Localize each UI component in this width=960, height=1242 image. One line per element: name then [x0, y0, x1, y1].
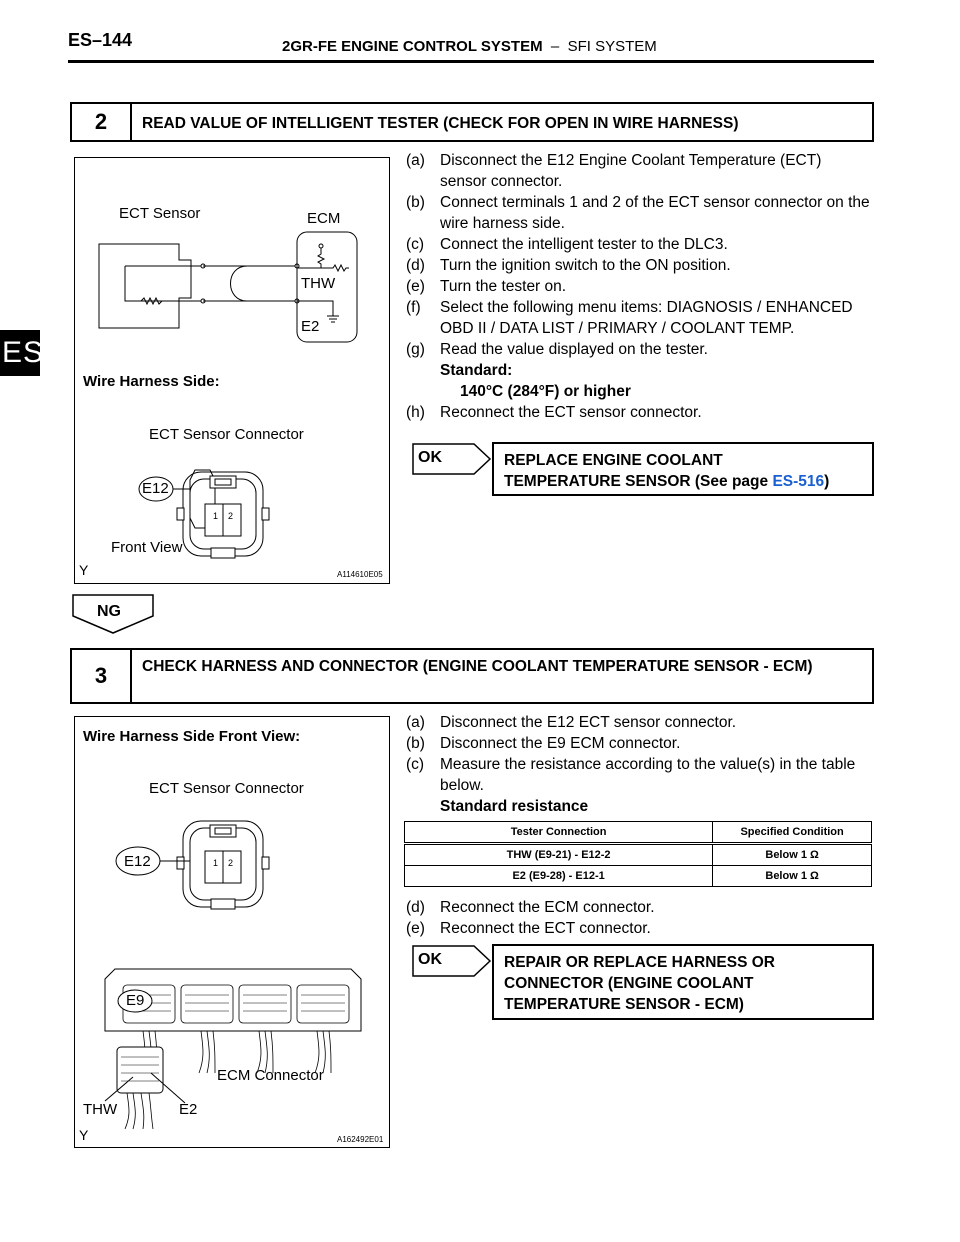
connector-code: E12	[124, 853, 151, 870]
figure-id: A162492E01	[337, 1135, 384, 1144]
ng-label: NG	[97, 603, 121, 620]
instruction-b: (b) Connect terminals 1 and 2 of the ECT sensor connector on the wire harness side.	[406, 194, 870, 232]
section-tab[interactable]	[0, 330, 45, 376]
wire-harness-side-label: Wire Harness Side:	[83, 373, 220, 390]
spec-table	[404, 821, 872, 887]
instruction-f: (f) Select the following menu items: DIAGNOSIS / ENHANCED OBD II / DATA LIST / PRIMARY / COOLANT TEMP.	[406, 299, 853, 337]
page-number: ES–144	[68, 30, 133, 50]
instruction-a: (a) Disconnect the E12 ECT sensor connector.	[406, 714, 737, 731]
pin-1: 1	[213, 858, 219, 868]
step-3-title: CHECK HARNESS AND CONNECTOR (ENGINE COOLANT TEMPERATURE SENSOR - ECM)	[142, 658, 813, 675]
standard-block: Standard:	[440, 362, 513, 379]
figure-id: A114610E05	[337, 570, 383, 579]
y-mark: Y	[79, 562, 89, 578]
ecm-label: ECM	[307, 210, 341, 227]
figure-harness-connectors	[74, 716, 390, 1148]
step-2-instructions	[406, 150, 872, 423]
instruction-e: (e) Reconnect the ECT connector.	[406, 920, 651, 937]
table-header-cell: Tester Connection	[405, 822, 713, 844]
table-row	[405, 866, 872, 887]
header-rule	[68, 60, 874, 63]
figure-title: Wire Harness Side Front View:	[83, 728, 301, 745]
step-3-header	[70, 648, 874, 704]
instruction-b: (b) Disconnect the E9 ECM connector.	[406, 735, 681, 752]
pin-1: 1	[213, 511, 219, 521]
step-3-instructions	[406, 712, 872, 817]
header-title	[282, 38, 657, 55]
ecm-connector-label: ECM Connector	[217, 1067, 324, 1084]
connector-label: ECT Sensor Connector	[149, 780, 304, 797]
table-header-cell: Specified Condition	[713, 822, 872, 844]
ok-result-step-3	[492, 944, 874, 1020]
instruction-g: (g) Read the value displayed on the tester.	[406, 341, 708, 358]
ok-label-step-3: OK	[418, 951, 442, 968]
ok-result-line-2: TEMPERATURE SENSOR (See page ES-516)	[504, 473, 830, 490]
instruction-h: (h) Reconnect the ECT sensor connector.	[406, 404, 702, 421]
standard-value: 140°C (284°F) or higher	[460, 383, 631, 400]
ok-result-step-2	[492, 442, 874, 496]
header-title-bold: 2GR-FE ENGINE CONTROL SYSTEM	[282, 38, 543, 55]
connector-label: ECT Sensor Connector	[149, 426, 304, 443]
thw-label: THW	[301, 275, 336, 292]
y-mark: Y	[79, 1127, 89, 1143]
pin-2: 2	[228, 511, 234, 521]
instruction-d: (d) Turn the ignition switch to the ON position.	[406, 257, 731, 274]
table-cell: E2 (E9-28) - E12-1	[405, 866, 713, 887]
ok-result-text: REPAIR OR REPLACE HARNESS OR CONNECTOR (ENGINE COOLANT TEMPERATURE SENSOR - ECM)	[504, 954, 775, 1013]
ok-label-step-2: OK	[418, 449, 442, 466]
step-2-header	[70, 102, 874, 142]
step-3-number: 3	[72, 650, 132, 702]
instruction-e: (e) Turn the tester on.	[406, 278, 567, 295]
ect-sensor-label: ECT Sensor	[119, 205, 201, 222]
e2-label: E2	[301, 318, 320, 335]
instruction-c: (c) Measure the resistance according to the value(s) in the table below.	[406, 756, 856, 794]
standard-resistance-label: Standard resistance	[440, 798, 589, 815]
instruction-d: (d) Reconnect the ECM connector.	[406, 899, 655, 916]
instruction-a: (a) Disconnect the E12 Engine Coolant Temperature (ECT) sensor connector.	[406, 152, 822, 190]
table-header-row	[405, 822, 872, 844]
front-view-label: Front View	[111, 539, 183, 556]
ok-result-line-1: REPLACE ENGINE COOLANT	[504, 452, 723, 469]
step-2-title: READ VALUE OF INTELLIGENT TESTER (CHECK FOR OPEN IN WIRE HARNESS)	[142, 115, 739, 132]
connector-code: E12	[142, 480, 169, 497]
table-cell: THW (E9-21) - E12-2	[405, 844, 713, 866]
step-2-number: 2	[72, 104, 132, 140]
figure-ect-circuit	[74, 157, 390, 584]
ecm-connector-code: E9	[126, 992, 145, 1009]
page-link-es-516[interactable]: ES-516	[772, 473, 825, 490]
instruction-c: (c) Connect the intelligent tester to the DLC3.	[406, 236, 728, 253]
table-cell: Below 1 Ω	[713, 844, 872, 866]
pin-2: 2	[228, 858, 234, 868]
table-cell: Below 1 Ω	[713, 866, 872, 887]
step-3-instructions-after	[406, 897, 872, 939]
section-tab-label: ES	[2, 336, 45, 369]
header-title-rest: – SFI SYSTEM	[542, 38, 657, 55]
thw-label: THW	[83, 1101, 118, 1118]
e2-label: E2	[179, 1101, 198, 1118]
table-row	[405, 844, 872, 866]
